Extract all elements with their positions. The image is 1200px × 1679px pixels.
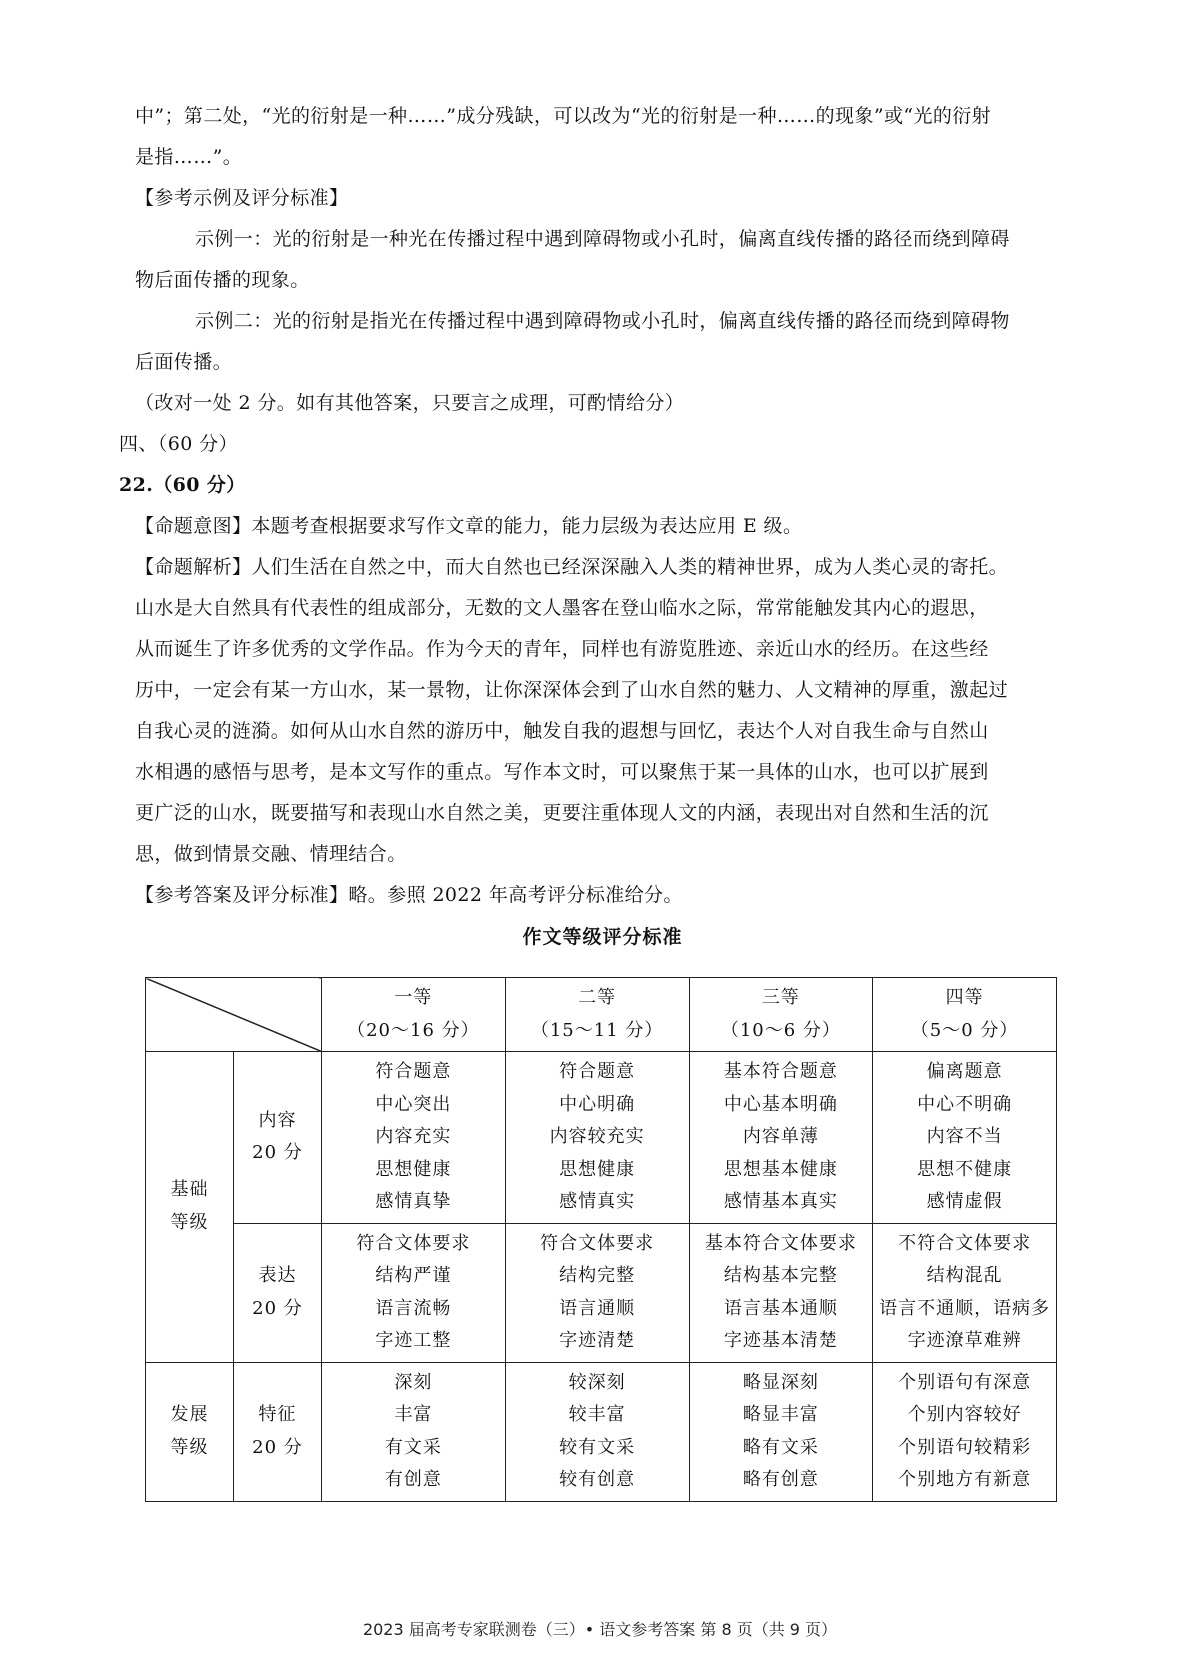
criteria-item: 20 分 — [252, 1297, 303, 1319]
criteria-item: 有文采 — [384, 1436, 442, 1458]
criteria-item: 个别语句较精彩 — [898, 1436, 1032, 1458]
scoring-note: （改对一处 2 分。如有其他答案，只要言之成理，可酌情给分） — [135, 392, 685, 414]
grade-name: 三等 — [761, 987, 800, 1008]
grade-name: 二等 — [578, 987, 617, 1008]
criteria-item: 略显丰富 — [742, 1404, 819, 1425]
criteria-item: 思想健康 — [375, 1158, 452, 1180]
criteria-item: 语言不通顺，语病多 — [879, 1297, 1051, 1319]
criteria-cell — [505, 1052, 689, 1224]
criteria-item: 中心突出 — [375, 1093, 452, 1115]
criteria-item: 内容不当 — [926, 1126, 1003, 1147]
criteria-item: 深刻 — [394, 1371, 433, 1393]
grade-header — [322, 978, 506, 1052]
section-number: 四、（60 分） — [119, 433, 238, 455]
criteria-item: 感情基本真实 — [723, 1191, 838, 1212]
page-footer: 2023 届高考专家联测卷（三）• 语文参考答案 第 8 页（共 9 页） — [362, 1620, 838, 1639]
criteria-item: 字迹工整 — [375, 1330, 452, 1351]
criteria-item: 不符合文体要求 — [898, 1232, 1032, 1254]
criteria-item: 语言通顺 — [559, 1297, 636, 1319]
criteria-cell — [873, 1052, 1057, 1224]
row-label — [234, 1052, 322, 1224]
criteria-item: 20 分 — [252, 1436, 303, 1458]
criteria-item: 略有文采 — [742, 1436, 819, 1458]
criteria-cell — [689, 1362, 873, 1501]
grading-table — [145, 977, 1057, 1502]
analysis-line: 山水是大自然具有代表性的组成部分，无数的文人墨客在登山临水之际，常常能触发其内心的遐思， — [135, 597, 989, 619]
criteria-item: 语言流畅 — [375, 1297, 452, 1319]
criteria-item: 等级 — [170, 1211, 209, 1233]
grade-range: （10～6 分） — [720, 1019, 841, 1041]
group-label — [146, 1362, 234, 1501]
criteria-item: 感情真挚 — [375, 1191, 452, 1212]
analysis-line: 从而诞生了许多优秀的文学作品。作为今天的青年，同样也有游览胜迹、亲近山水的经历。在这些经 — [135, 638, 989, 660]
grade-header — [689, 978, 873, 1052]
grade-name: 四等 — [945, 987, 984, 1008]
analysis-line: 更广泛的山水，既要描写和表现山水自然之美，更要注重体现人文的内涵，表现出对自然和生活的沉 — [135, 802, 989, 824]
criteria-item: 个别地方有新意 — [898, 1469, 1032, 1490]
table-row — [146, 1362, 1057, 1501]
analysis-line: 思，做到情景交融、情理结合。 — [135, 843, 407, 865]
criteria-item: 字迹基本清楚 — [723, 1330, 838, 1351]
criteria-cell — [322, 1052, 506, 1224]
example-line: 示例一：光的衍射是一种光在传播过程中遇到障碍物或小孔时，偏离直线传播的路径而绕到障碍 — [195, 228, 1010, 250]
paragraph-line: 中”；第二处，“光的衍射是一种……”成分残缺，可以改为“光的衍射是一种……的现象”或“光的衍射 — [135, 105, 992, 127]
criteria-cell — [873, 1362, 1057, 1501]
intent-line: 【命题意图】本题考查根据要求写作文章的能力，能力层级为表达应用 E 级。 — [135, 515, 803, 537]
criteria-item: 个别语句有深意 — [898, 1371, 1032, 1393]
criteria-cell — [505, 1223, 689, 1362]
criteria-item: 基本符合题意 — [723, 1061, 838, 1082]
criteria-item: 感情真实 — [559, 1191, 636, 1212]
criteria-item: 思想基本健康 — [723, 1158, 838, 1180]
criteria-item: 感情虚假 — [926, 1191, 1003, 1212]
criteria-item: 结构混乱 — [926, 1265, 1003, 1286]
criteria-item: 表达 — [258, 1265, 297, 1286]
criteria-item: 略显深刻 — [742, 1371, 819, 1393]
analysis-line: 自我心灵的涟漪。如何从山水自然的游历中，触发自我的遐想与回忆，表达个人对自我生命与自然山 — [135, 720, 989, 742]
criteria-item: 丰富 — [394, 1404, 433, 1425]
criteria-item: 结构基本完整 — [723, 1265, 838, 1286]
criteria-item: 中心基本明确 — [723, 1093, 838, 1115]
criteria-cell — [689, 1223, 873, 1362]
group-label — [146, 1052, 234, 1363]
answer-line: 【参考答案及评分标准】略。参照 2022 年高考评分标准给分。 — [135, 884, 683, 906]
table-header-row — [146, 978, 1057, 1052]
criteria-item: 字迹清楚 — [559, 1330, 636, 1351]
criteria-item: 符合文体要求 — [540, 1232, 655, 1254]
criteria-item: 较有创意 — [559, 1469, 636, 1490]
document-body — [119, 96, 1070, 963]
criteria-item: 思想健康 — [559, 1158, 636, 1180]
criteria-item: 字迹潦草难辨 — [907, 1330, 1022, 1351]
criteria-item: 符合题意 — [375, 1061, 452, 1082]
criteria-item: 偏离题意 — [926, 1061, 1003, 1082]
diagonal-corner-cell — [146, 978, 322, 1052]
analysis-line: 历中，一定会有某一方山水，某一景物，让你深深体会到了山水自然的魅力、人文精神的厚重，激起过 — [135, 679, 1009, 701]
criteria-cell — [689, 1052, 873, 1224]
grade-header — [505, 978, 689, 1052]
criteria-item: 较深刻 — [568, 1371, 626, 1393]
criteria-item: 符合文体要求 — [356, 1232, 471, 1254]
criteria-item: 内容单薄 — [742, 1126, 819, 1147]
grade-name: 一等 — [394, 987, 433, 1008]
criteria-item: 符合题意 — [559, 1061, 636, 1082]
section-heading: 【参考示例及评分标准】 — [135, 187, 349, 209]
criteria-item: 内容充实 — [375, 1126, 452, 1147]
criteria-item: 基础 — [170, 1179, 209, 1201]
criteria-item: 个别内容较好 — [907, 1404, 1022, 1425]
criteria-item: 基本符合文体要求 — [704, 1232, 857, 1254]
paragraph-line: 是指……”。 — [135, 146, 243, 168]
grade-range: （15～11 分） — [530, 1019, 664, 1041]
table-row — [146, 1052, 1057, 1224]
grade-range: （20～16 分） — [347, 1019, 480, 1041]
criteria-item: 发展 — [170, 1404, 209, 1425]
criteria-item: 语言基本通顺 — [723, 1297, 838, 1319]
example-line: 物后面传播的现象。 — [135, 269, 310, 291]
criteria-item: 20 分 — [252, 1142, 303, 1164]
criteria-item: 内容 — [258, 1109, 297, 1131]
example-line: 示例二：光的衍射是指光在传播过程中遇到障碍物或小孔时，偏离直线传播的路径而绕到障碍物 — [195, 310, 1010, 332]
criteria-item: 略有创意 — [742, 1469, 819, 1490]
row-label — [234, 1223, 322, 1362]
criteria-item: 有创意 — [384, 1469, 442, 1490]
grade-header — [873, 978, 1057, 1052]
criteria-item: 内容较充实 — [549, 1126, 645, 1147]
example-line: 后面传播。 — [135, 351, 233, 373]
criteria-item: 思想不健康 — [917, 1158, 1013, 1180]
criteria-cell — [505, 1362, 689, 1501]
criteria-item: 等级 — [170, 1436, 209, 1458]
table-row — [146, 1223, 1057, 1362]
criteria-item: 较丰富 — [568, 1404, 626, 1425]
analysis-line: 水相遇的感悟与思考，是本文写作的重点。写作本文时，可以聚焦于某一具体的山水，也可以扩展到 — [135, 761, 989, 783]
criteria-cell — [873, 1223, 1057, 1362]
question-number: 22.（60 分） — [119, 474, 246, 496]
grade-range: （5～0 分） — [910, 1019, 1019, 1041]
table-title: 作文等级评分标准 — [522, 926, 683, 948]
criteria-item: 结构完整 — [559, 1265, 636, 1286]
criteria-cell — [322, 1223, 506, 1362]
criteria-item: 较有文采 — [559, 1436, 636, 1458]
analysis-line: 【命题解析】人们生活在自然之中，而大自然也已经深深融入人类的精神世界，成为人类心灵的寄托。 — [135, 556, 1009, 578]
row-label — [234, 1362, 322, 1501]
criteria-item: 中心明确 — [559, 1093, 636, 1115]
criteria-item: 结构严谨 — [375, 1265, 452, 1286]
criteria-item: 中心不明确 — [917, 1093, 1013, 1115]
criteria-item: 特征 — [258, 1404, 297, 1425]
criteria-cell — [322, 1362, 506, 1501]
